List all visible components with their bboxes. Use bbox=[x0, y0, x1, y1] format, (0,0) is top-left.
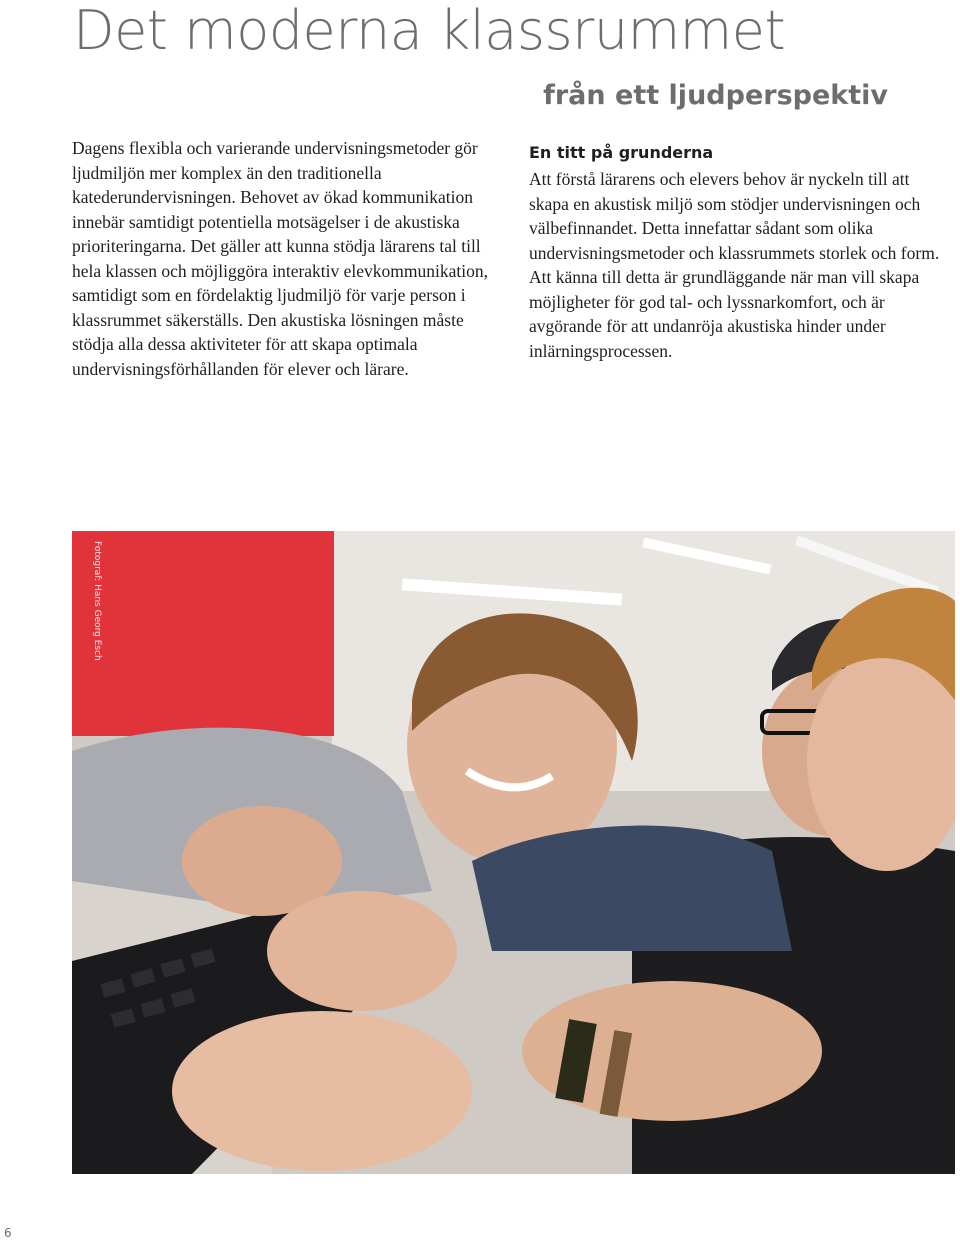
photo-credit: Fotograf: Hans Georg Esch bbox=[92, 541, 102, 661]
page-subtitle: från ett ljudperspektiv bbox=[543, 80, 888, 111]
right-column bbox=[529, 141, 949, 363]
page-number: 6 bbox=[4, 1226, 12, 1240]
intro-paragraph: Dagens flexibla och varierande undervisningsmetoder gör ljudmiljön mer komplex än den traditionella katederundervisningen. Behovet av ökad kommunikation innebär samtidigt potentiella motsägelser i de akustiska prioriteringarna. Det gäller att kunna stödja lärarens tal till hela klassen och möjliggöra interaktiv elevkommunikation, samtidigt som en fördelaktig ljudmiljö för varje person i klassrummet säkerställs. Den akustiska lösningen måste stödja alla dessa aktiviteter för att skapa optimala undervisningsförhållanden för elever och lärare. bbox=[72, 138, 489, 379]
section-heading: En titt på grunderna bbox=[529, 143, 714, 162]
page-title: Det moderna klassrummet bbox=[73, 0, 786, 62]
red-wall bbox=[72, 531, 334, 736]
classroom-photo bbox=[72, 531, 955, 1174]
photo-illustration bbox=[72, 531, 955, 1174]
section-paragraph: Att förstå lärarens och elevers behov är nyckeln till att skapa en akustisk miljö som stödjer undervisningen och välbefinnandet. Detta innefattar sådant som olika undervisningsmetoder och klassrummets storlek och form. Att känna till detta är grundläggande när man vill skapa möjligheter för god tal- och lyssnarkomfort, och är avgörande för att undanröja akustiska hinder under inlärningsprocessen. bbox=[529, 169, 940, 361]
